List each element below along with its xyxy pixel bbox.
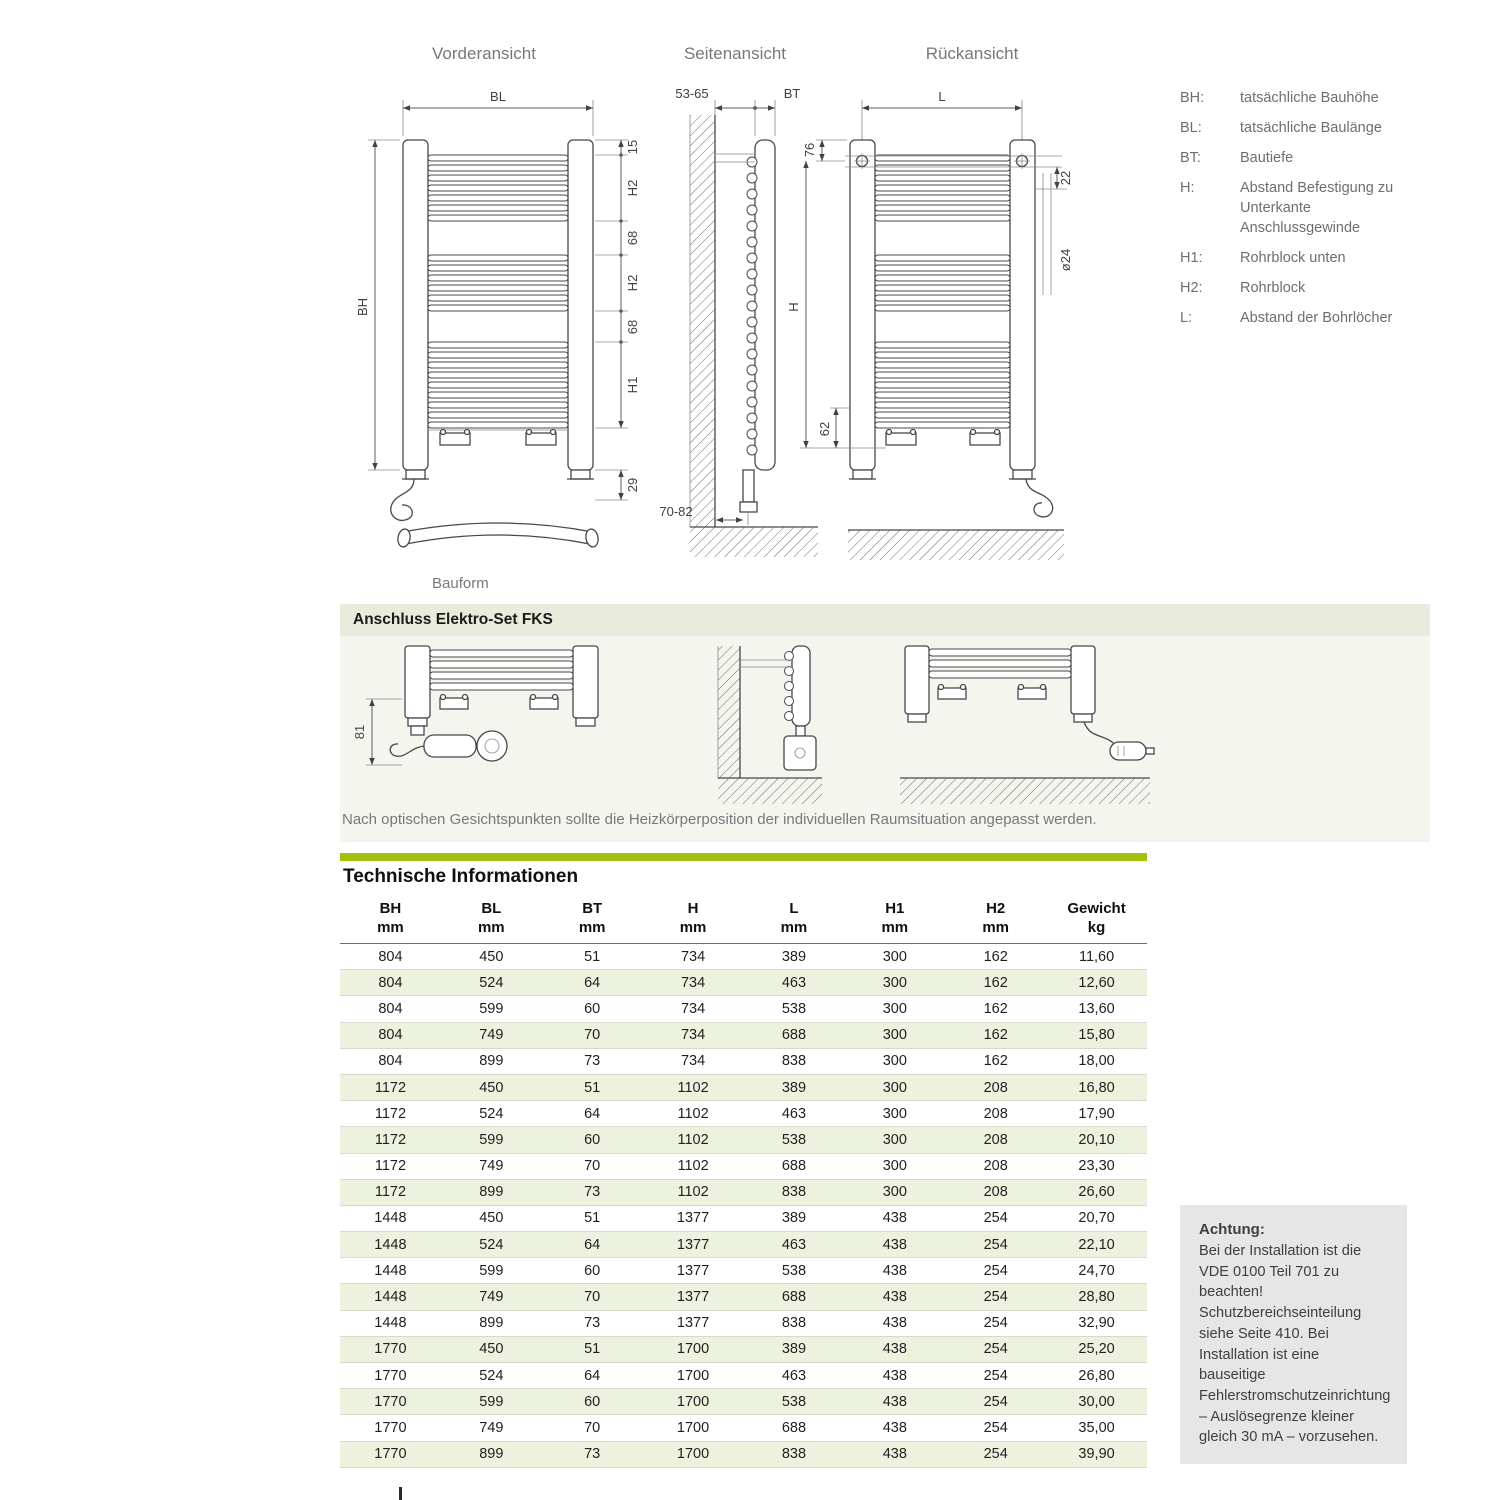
fks-section-header — [340, 604, 1430, 636]
dim-label-68-lower: 68 — [625, 319, 640, 335]
table-row — [340, 1153, 1147, 1179]
cell-bh: 1448 — [340, 1284, 441, 1310]
floor-hatch-rear — [848, 530, 1064, 560]
fks-drawing — [340, 642, 1170, 810]
table-row — [340, 1441, 1147, 1467]
cell-bl: 899 — [441, 1048, 542, 1074]
legend-item — [1180, 148, 1428, 168]
cell-bt: 64 — [542, 970, 643, 996]
cell-h1: 438 — [844, 1258, 945, 1284]
cell-bt: 70 — [542, 1153, 643, 1179]
cell-l: 389 — [744, 944, 845, 970]
cell-h1: 438 — [844, 1205, 945, 1231]
cell-bt: 70 — [542, 1415, 643, 1441]
cell-h2: 208 — [945, 1127, 1046, 1153]
cell-bt: 64 — [542, 1363, 643, 1389]
cell-h: 1700 — [643, 1336, 744, 1362]
cell-bh: 1448 — [340, 1258, 441, 1284]
cell-l: 389 — [744, 1074, 845, 1100]
column-label: L — [789, 900, 799, 917]
cell-h: 1377 — [643, 1205, 744, 1231]
cell-h: 734 — [643, 944, 744, 970]
cell-h: 1377 — [643, 1258, 744, 1284]
rung-block-middle-rear — [875, 255, 1010, 311]
side-view-drawing — [659, 86, 818, 557]
cell-h1: 300 — [844, 1101, 945, 1127]
cell-h: 734 — [643, 1022, 744, 1048]
cell-bl: 749 — [441, 1022, 542, 1048]
cell-l: 688 — [744, 1284, 845, 1310]
cell-weight: 20,70 — [1046, 1205, 1147, 1231]
cell-bl: 899 — [441, 1310, 542, 1336]
cell-bh: 1770 — [340, 1336, 441, 1362]
dim-label-bl: BL — [490, 89, 506, 104]
legend-term: H: — [1180, 180, 1195, 196]
cell-bt: 60 — [542, 1127, 643, 1153]
cell-weight: 13,60 — [1046, 996, 1147, 1022]
cell-h: 1377 — [643, 1232, 744, 1258]
cell-h: 1700 — [643, 1415, 744, 1441]
position-note: Nach optischen Gesichtspunkten sollte die Heizkörperposition der individuellen Raumsituation angepasst werden. — [342, 811, 1097, 828]
table-header — [340, 898, 1147, 944]
cell-l: 538 — [744, 1258, 845, 1284]
cell-bh: 1448 — [340, 1205, 441, 1231]
cell-h1: 438 — [844, 1441, 945, 1467]
legend-description: Abstand Befestigung zu Unterkante Anschlussgewinde — [1240, 180, 1394, 236]
cell-bl: 524 — [441, 1363, 542, 1389]
cell-bt: 51 — [542, 1336, 643, 1362]
technical-drawing — [340, 70, 1170, 610]
cell-h1: 438 — [844, 1363, 945, 1389]
table-row — [340, 996, 1147, 1022]
table-row — [340, 1127, 1147, 1153]
cell-bl: 524 — [441, 1101, 542, 1127]
cell-bl: 450 — [441, 1074, 542, 1100]
dim-label-h: H — [786, 302, 801, 312]
cell-bl: 599 — [441, 1389, 542, 1415]
cell-l: 838 — [744, 1048, 845, 1074]
legend-description: Bautiefe — [1240, 150, 1294, 166]
cell-h2: 254 — [945, 1336, 1046, 1362]
column-unit: mm — [945, 917, 1046, 944]
cell-h1: 300 — [844, 1074, 945, 1100]
legend-term: H2: — [1180, 280, 1203, 296]
fks-floor-hatch-side — [718, 778, 822, 804]
table-row — [340, 944, 1147, 970]
table-row — [340, 1074, 1147, 1100]
rung-block-bottom-rear — [875, 342, 1010, 428]
column-label: H2 — [986, 900, 1006, 917]
cell-h2: 254 — [945, 1389, 1046, 1415]
legend-item — [1180, 118, 1428, 138]
cell-h2: 162 — [945, 1022, 1046, 1048]
cell-l: 389 — [744, 1336, 845, 1362]
side-view-title: Seitenansicht — [683, 44, 787, 63]
cell-weight: 23,30 — [1046, 1153, 1147, 1179]
cell-h2: 254 — [945, 1284, 1046, 1310]
wall-hatch — [690, 115, 715, 527]
cell-bh: 1172 — [340, 1127, 441, 1153]
cell-h2: 254 — [945, 1205, 1046, 1231]
cell-bl: 599 — [441, 1127, 542, 1153]
legend-description: Abstand der Bohrlöcher — [1240, 310, 1393, 326]
cell-bh: 1770 — [340, 1441, 441, 1467]
cell-l: 838 — [744, 1179, 845, 1205]
cell-h: 734 — [643, 1048, 744, 1074]
cell-h: 1102 — [643, 1101, 744, 1127]
dimension-legend — [1180, 88, 1428, 338]
dim-label-29: 29 — [625, 477, 640, 493]
cell-bl: 599 — [441, 996, 542, 1022]
column-unit: mm — [340, 917, 441, 944]
cell-bt: 70 — [542, 1022, 643, 1048]
legend-item — [1180, 248, 1428, 268]
cell-weight: 32,90 — [1046, 1310, 1147, 1336]
cell-weight: 28,80 — [1046, 1284, 1147, 1310]
cell-h2: 208 — [945, 1153, 1046, 1179]
front-view-drawing — [355, 89, 640, 592]
cell-bt: 51 — [542, 1074, 643, 1100]
dim-label-h2-lower: H2 — [625, 274, 640, 292]
cell-bh: 804 — [340, 996, 441, 1022]
cell-l: 838 — [744, 1441, 845, 1467]
cell-bt: 64 — [542, 1232, 643, 1258]
cell-bh: 804 — [340, 970, 441, 996]
cell-bt: 73 — [542, 1179, 643, 1205]
fks-floor-hatch-rear — [900, 778, 1150, 804]
legend-term: L: — [1180, 310, 1193, 326]
cell-h2: 162 — [945, 996, 1046, 1022]
legend-item — [1180, 308, 1428, 328]
cell-h1: 438 — [844, 1336, 945, 1362]
cell-h2: 208 — [945, 1101, 1046, 1127]
cell-l: 463 — [744, 1101, 845, 1127]
dim-label-h1: H1 — [625, 376, 640, 394]
dim-label-53-65: 53-65 — [675, 86, 709, 101]
cell-l: 538 — [744, 1389, 845, 1415]
legend-term: BH: — [1180, 90, 1205, 106]
cell-bl: 450 — [441, 944, 542, 970]
cell-bl: 524 — [441, 1232, 542, 1258]
legend-description: tatsächliche Bauhöhe — [1240, 90, 1379, 106]
cell-h2: 162 — [945, 1048, 1046, 1074]
cell-weight: 11,60 — [1046, 944, 1147, 970]
cell-weight: 30,00 — [1046, 1389, 1147, 1415]
column-label: BL — [481, 900, 502, 917]
legend-description: Rohrblock unten — [1240, 250, 1346, 266]
table-row — [340, 1258, 1147, 1284]
cell-h1: 300 — [844, 996, 945, 1022]
cell-bh: 804 — [340, 1022, 441, 1048]
cell-h2: 162 — [945, 944, 1046, 970]
dim-label-68-upper: 68 — [625, 230, 640, 246]
cell-bt: 60 — [542, 996, 643, 1022]
bauform-shape — [397, 523, 600, 548]
table-row — [340, 1179, 1147, 1205]
warning-box — [1180, 1205, 1407, 1464]
cell-weight: 18,00 — [1046, 1048, 1147, 1074]
dim-label-bt: BT — [783, 86, 801, 101]
dim-label-dia24: ø24 — [1058, 248, 1073, 272]
cell-bl: 450 — [441, 1205, 542, 1231]
cell-bh: 1172 — [340, 1101, 441, 1127]
cell-h: 1102 — [643, 1074, 744, 1100]
cell-l: 688 — [744, 1153, 845, 1179]
cell-l: 688 — [744, 1022, 845, 1048]
dim-label-l: L — [938, 89, 946, 104]
floor-hatch-side — [690, 527, 818, 557]
cell-l: 538 — [744, 996, 845, 1022]
cell-h: 1377 — [643, 1310, 744, 1336]
cell-bt: 51 — [542, 1205, 643, 1231]
cell-weight: 26,60 — [1046, 1179, 1147, 1205]
legend-description: Rohrblock — [1240, 280, 1306, 296]
cell-bt: 73 — [542, 1310, 643, 1336]
column-unit: mm — [744, 917, 845, 944]
column-unit: mm — [643, 917, 744, 944]
cell-h1: 300 — [844, 1048, 945, 1074]
cell-h: 1700 — [643, 1363, 744, 1389]
legend-description: tatsächliche Baulänge — [1240, 120, 1382, 136]
cell-h1: 438 — [844, 1284, 945, 1310]
legend-item — [1180, 278, 1428, 298]
technical-table — [340, 898, 1147, 1468]
cell-bl: 899 — [441, 1179, 542, 1205]
fks-rungs-front — [430, 650, 573, 690]
fks-control-knob — [477, 731, 507, 761]
cell-bt: 51 — [542, 944, 643, 970]
cell-h1: 438 — [844, 1415, 945, 1441]
table-body — [340, 944, 1147, 1468]
legend-term: H1: — [1180, 250, 1203, 266]
cell-h: 734 — [643, 996, 744, 1022]
column-label: BT — [582, 900, 603, 917]
rear-view-drawing — [786, 89, 1073, 560]
cell-h: 1377 — [643, 1284, 744, 1310]
cable-curl — [391, 479, 414, 520]
cell-h2: 254 — [945, 1258, 1046, 1284]
table-row — [340, 1310, 1147, 1336]
cell-weight: 17,90 — [1046, 1101, 1147, 1127]
fks-cable-front — [390, 744, 424, 756]
cell-weight: 16,80 — [1046, 1074, 1147, 1100]
column-unit: mm — [844, 917, 945, 944]
fks-element-box — [784, 736, 816, 770]
column-unit: mm — [441, 917, 542, 944]
cell-bh: 1172 — [340, 1074, 441, 1100]
cell-bh: 804 — [340, 944, 441, 970]
table-title: Technische Informationen — [343, 866, 579, 887]
cell-h1: 300 — [844, 1153, 945, 1179]
cable-curl-rear — [1026, 479, 1053, 517]
warning-text: Bei der Installation ist die VDE 0100 Teil 701 zu beachten! Schutzbereichseinteilung siehe Seite 410. Bei Installation ist eine bauseitige Fehlerstromschutzeinrichtung – Auslösegrenze kleiner gleich 30 mA – vorzusehen. — [1199, 1243, 1391, 1446]
cell-weight: 24,70 — [1046, 1258, 1147, 1284]
fks-title: Anschluss Elektro-Set FKS — [353, 611, 553, 628]
column-label: Gewicht — [1067, 900, 1126, 917]
column-unit: mm — [542, 917, 643, 944]
cell-h1: 438 — [844, 1232, 945, 1258]
cell-bl: 749 — [441, 1284, 542, 1310]
cell-bl: 450 — [441, 1336, 542, 1362]
cell-h2: 208 — [945, 1179, 1046, 1205]
table-row — [340, 1101, 1147, 1127]
dim-label-70-82: 70-82 — [659, 504, 693, 519]
cell-l: 538 — [744, 1127, 845, 1153]
cell-weight: 12,60 — [1046, 970, 1147, 996]
cell-weight: 25,20 — [1046, 1336, 1147, 1362]
rung-block-bottom — [428, 342, 568, 428]
fks-rear-drawing — [900, 646, 1154, 804]
cell-h: 734 — [643, 970, 744, 996]
cutoff-drawing-fragment — [399, 1487, 402, 1500]
cell-bh: 1770 — [340, 1389, 441, 1415]
cell-h2: 254 — [945, 1441, 1046, 1467]
cell-bh: 1770 — [340, 1363, 441, 1389]
cell-bl: 749 — [441, 1153, 542, 1179]
dim-label-76: 76 — [802, 142, 817, 158]
header-label-row — [340, 898, 1147, 917]
cell-weight: 20,10 — [1046, 1127, 1147, 1153]
cell-h1: 300 — [844, 1179, 945, 1205]
column-label: H1 — [885, 900, 905, 917]
dim-label-22: 22 — [1058, 170, 1073, 186]
bauform-label: Bauform — [432, 575, 489, 592]
section-divider — [340, 853, 1147, 861]
column-label: H — [687, 900, 699, 917]
cell-h2: 254 — [945, 1232, 1046, 1258]
dim-label-15: 15 — [625, 139, 640, 155]
dim-label-h2-upper: H2 — [625, 179, 640, 197]
cell-h: 1700 — [643, 1441, 744, 1467]
cell-bh: 1448 — [340, 1232, 441, 1258]
cell-bl: 524 — [441, 970, 542, 996]
legend-term: BL: — [1180, 120, 1202, 136]
cell-h: 1102 — [643, 1153, 744, 1179]
cell-h2: 208 — [945, 1074, 1046, 1100]
fks-front-drawing — [352, 646, 598, 765]
fks-side-drawing — [718, 646, 822, 804]
cell-bh: 804 — [340, 1048, 441, 1074]
dim-label-81: 81 — [352, 724, 367, 740]
cell-weight: 22,10 — [1046, 1232, 1147, 1258]
cell-l: 838 — [744, 1310, 845, 1336]
table-row — [340, 1336, 1147, 1362]
cell-h1: 300 — [844, 1127, 945, 1153]
table-row — [340, 1389, 1147, 1415]
table-row — [340, 1022, 1147, 1048]
cell-h: 1700 — [643, 1389, 744, 1415]
cell-h1: 438 — [844, 1310, 945, 1336]
dim-label-62: 62 — [817, 421, 832, 437]
table-row — [340, 1048, 1147, 1074]
fks-wall-hatch — [718, 646, 740, 778]
table-row — [340, 1284, 1147, 1310]
cell-bt: 64 — [542, 1101, 643, 1127]
fks-rungs-rear — [929, 649, 1071, 678]
dim-label-bh: BH — [355, 297, 370, 317]
cell-weight: 35,00 — [1046, 1415, 1147, 1441]
rung-block-middle — [428, 255, 568, 311]
front-view-title: Vorderansicht — [432, 44, 536, 63]
cell-h: 1102 — [643, 1127, 744, 1153]
legend-item — [1180, 88, 1428, 108]
cell-l: 463 — [744, 1363, 845, 1389]
column-unit: kg — [1046, 917, 1147, 944]
cell-h2: 254 — [945, 1363, 1046, 1389]
table-row — [340, 1415, 1147, 1441]
legend-item — [1180, 178, 1428, 238]
warning-title: Achtung: — [1199, 1221, 1265, 1238]
cell-bh: 1770 — [340, 1415, 441, 1441]
cell-weight: 15,80 — [1046, 1022, 1147, 1048]
cell-h: 1102 — [643, 1179, 744, 1205]
cell-weight: 39,90 — [1046, 1441, 1147, 1467]
cell-bt: 60 — [542, 1389, 643, 1415]
cell-h1: 438 — [844, 1389, 945, 1415]
cell-l: 463 — [744, 1232, 845, 1258]
table-row — [340, 1232, 1147, 1258]
cell-weight: 26,80 — [1046, 1363, 1147, 1389]
cell-l: 688 — [744, 1415, 845, 1441]
cell-bt: 60 — [542, 1258, 643, 1284]
heating-element — [424, 735, 476, 757]
cell-h2: 254 — [945, 1415, 1046, 1441]
table-row — [340, 970, 1147, 996]
column-label: BH — [379, 900, 402, 917]
cell-h2: 162 — [945, 970, 1046, 996]
cell-l: 389 — [744, 1205, 845, 1231]
cell-bh: 1448 — [340, 1310, 441, 1336]
cell-bt: 73 — [542, 1441, 643, 1467]
rung-block-top-rear — [875, 155, 1010, 221]
cell-bl: 599 — [441, 1258, 542, 1284]
cell-l: 463 — [744, 970, 845, 996]
table-row — [340, 1363, 1147, 1389]
cell-bl: 749 — [441, 1415, 542, 1441]
cell-h2: 254 — [945, 1310, 1046, 1336]
rung-block-top — [428, 155, 568, 221]
fks-plug — [1110, 742, 1146, 760]
cell-h1: 300 — [844, 944, 945, 970]
cell-bh: 1172 — [340, 1179, 441, 1205]
cell-bt: 73 — [542, 1048, 643, 1074]
cell-bl: 899 — [441, 1441, 542, 1467]
cell-h1: 300 — [844, 970, 945, 996]
rear-view-title: Rückansicht — [925, 44, 1019, 63]
cell-h1: 300 — [844, 1022, 945, 1048]
table-row — [340, 1205, 1147, 1231]
chain-dimensions — [595, 140, 640, 500]
legend-term: BT: — [1180, 150, 1201, 166]
cell-bt: 70 — [542, 1284, 643, 1310]
cell-bh: 1172 — [340, 1153, 441, 1179]
header-unit-row — [340, 917, 1147, 944]
